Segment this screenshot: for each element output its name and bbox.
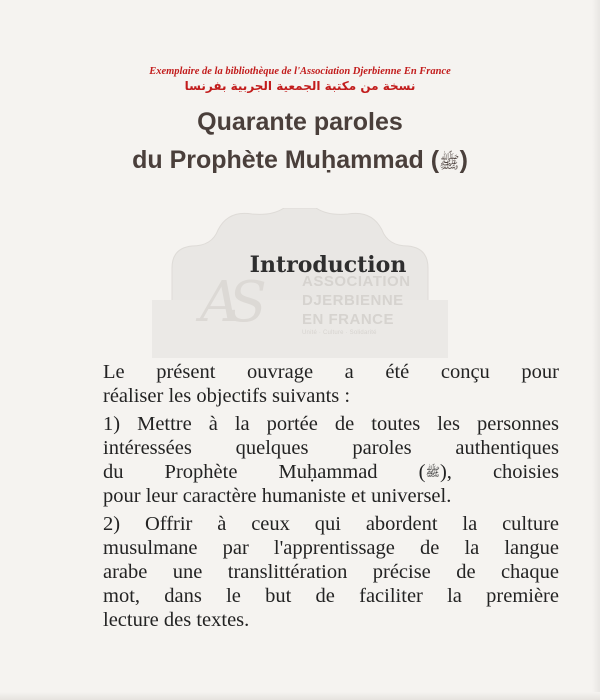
paragraph-3-line-1: 2) Offrir à ceux qui abordent la culture [103,513,559,535]
paragraph-1-line-2: réaliser les objectifs suivants : [103,385,351,407]
watermark-line-3: EN FRANCE [302,311,395,328]
paragraph-3-line-5: lecture des textes. [103,609,250,631]
paragraph-2-line-3-text: du Prophète Muḥammad ( [103,461,426,483]
page-edge-bottom [0,692,600,700]
paragraph-2 [103,412,559,508]
book-title-line-2-text: du Prophète Muḥammad ( [132,146,440,174]
page-edge-right [592,0,600,700]
section-heading: Introduction [249,252,407,278]
paragraph-2-line-1: 1) Mettre à la portée de toutes les personnes [103,413,559,435]
paragraph-2-line-4: pour leur caractère humaniste et universel. [103,485,452,507]
paragraph-1-line-1: Le présent ouvrage a été conçu pour [103,361,559,383]
book-title-line-2 [0,146,600,177]
watermark-logo: AS [200,270,255,335]
watermark-line-1: ASSOCIATION [302,273,411,290]
honorific-glyph-inline: ﷺ [425,465,440,479]
paragraph-3-line-4: mot, dans le but de faciliter la première [103,585,559,607]
honorific-glyph: ﷺ [439,153,460,172]
paragraph-3-line-2: musulmane par l'apprentissage de la langue [103,537,559,559]
paragraph-2-line-2: intéressées quelques paroles authentiques [103,437,559,459]
paragraph-1 [103,360,559,408]
book-title-line-1: Quarante paroles [197,108,403,136]
introduction-body [103,360,559,636]
paragraph-3-line-3: arabe une translittération précise de chaque [103,561,559,583]
library-stamp-arabic: نسخة من مكتبة الجمعية الجربية بفرنسا [184,79,416,93]
paragraph-3 [103,512,559,632]
watermark-text [302,272,411,338]
watermark-tagline: Unité · Culture · Solidarité [302,330,377,336]
watermark-line-2: DJERBIENNE [302,292,404,309]
paragraph-2-line-3-end: ), choisies [439,461,560,483]
book-title-line-2-close: ) [459,146,468,174]
paragraph-2-line-3 [103,460,559,484]
library-stamp-french: Exemplaire de la bibliothèque de l'Association Djerbienne En France [149,66,451,77]
